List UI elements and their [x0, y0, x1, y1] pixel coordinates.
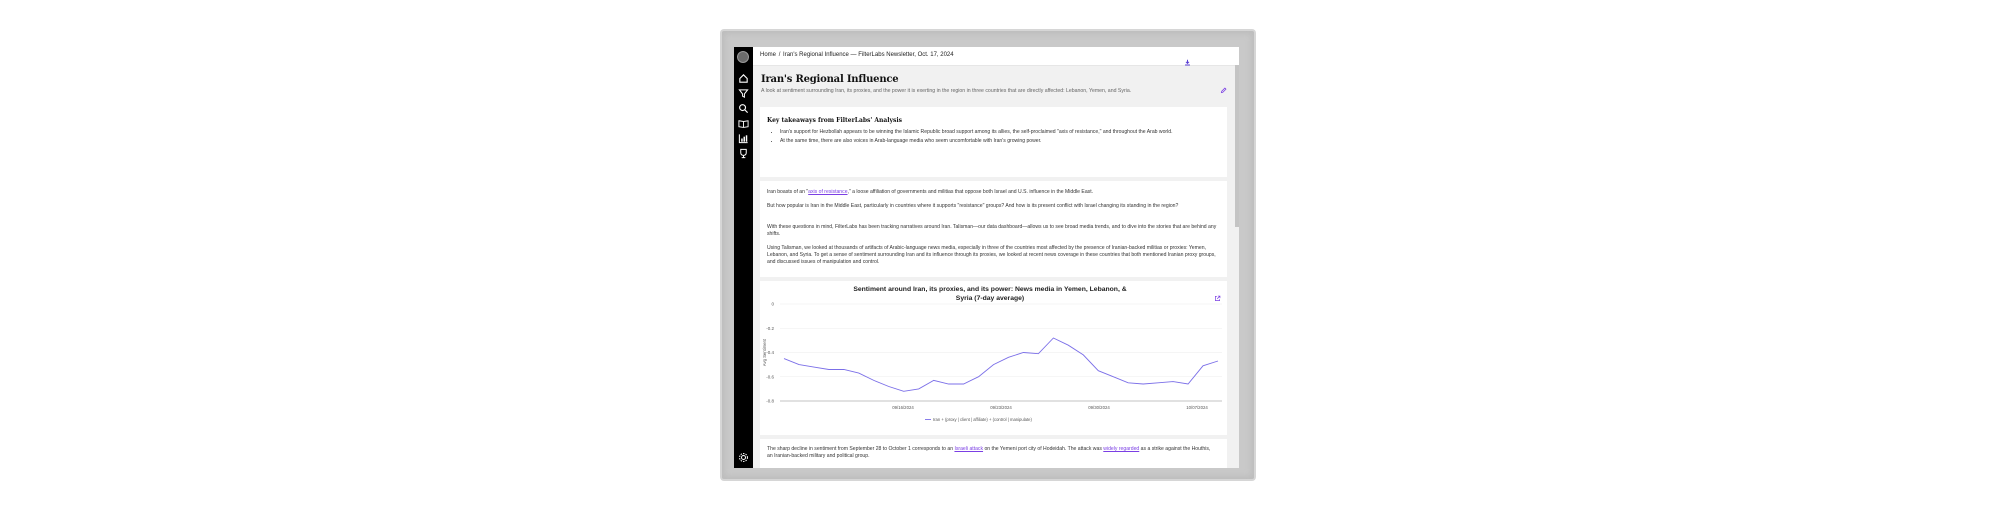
chart-card — [760, 281, 1227, 435]
paragraph-4: Using Talisman, we looked at thousands of artifacts of Arabic-language news media, especially in three of the countries most affected by the presence of Iranian-backed militias or proxies: Yemen, Lebanon, and Syria. To get a sense of sentiment surrounding Iran and its influence through its proxies, we looked at recent news coverage in these countries that both mentioned Iranian proxy groups, and discussed issues of manipulation and control. — [767, 245, 1216, 265]
paragraph-text: as a strike against the Houthis, an Iranian-backed military and political group. — [767, 446, 1211, 459]
paragraph-1 — [767, 189, 1217, 196]
key-takeaways-title: Key takeaways from FilterLabs' Analysis — [767, 117, 903, 124]
chart-icon[interactable] — [738, 133, 749, 144]
y-tick-label: -0.2 — [766, 325, 774, 331]
widely-regarded-link[interactable]: widely regarded — [1103, 446, 1140, 452]
edit-icon[interactable] — [1220, 81, 1227, 88]
analysis-card — [760, 439, 1227, 468]
list-item: • Iran's support for Hezbollah appears to be winning the Islamic Republic broad support among its allies, the self-proclaimed "axis of resistance," and throughout the Arab world. — [780, 129, 1210, 136]
paragraph-text: The sharp decline in sentiment from September 28 to October 1 corresponds to an — [767, 446, 955, 452]
breadcrumb-separator: / — [778, 52, 781, 58]
legend-label: Iran + (proxy | client | affiliate) + (control | manipulate) — [933, 417, 1032, 422]
y-tick-label: -0.4 — [766, 350, 774, 356]
list-item: • At the same time, there are also voices in Arab-language media who seem uncomfortable with Iran's growing power. — [780, 138, 1210, 145]
series-line — [784, 338, 1218, 391]
external-link-icon[interactable] — [1214, 289, 1221, 296]
israeli-attack-link[interactable]: Israeli attack — [954, 446, 984, 452]
page-header — [753, 66, 1239, 106]
y-axis-label: Avg Sentiment — [762, 338, 767, 367]
page-subtitle: A look at sentiment surrounding Iran, its proxies, and the power it is exerting in the region in three countries that are directly affected: Lebanon, Yemen, and Syria. — [761, 88, 1132, 94]
breadcrumb-home[interactable]: Home — [760, 52, 777, 58]
breadcrumb-current: Iran's Regional Influence — FilterLabs Newsletter, Oct. 17, 2024 — [783, 52, 954, 58]
key-takeaways-card — [760, 107, 1227, 177]
x-tick-label: 09/16/2024 — [892, 405, 914, 410]
paragraph-5 — [767, 446, 1217, 460]
y-tick-label: -0.6 — [766, 374, 774, 380]
y-tick-label: -0.8 — [766, 398, 774, 404]
sentiment-line-chart — [760, 281, 1227, 435]
home-icon[interactable] — [738, 73, 749, 84]
main-content — [753, 47, 1239, 468]
x-tick-label: 09/30/2024 — [1088, 405, 1110, 410]
scrollbar[interactable] — [1235, 65, 1239, 227]
y-tick-label: 0 — [771, 301, 774, 307]
paragraph-text: Iran boasts of an " — [767, 189, 809, 195]
key-takeaways-list — [774, 129, 1210, 147]
book-icon[interactable] — [738, 118, 749, 129]
paragraph-2: But how popular is Iran in the Middle East, particularly in countries where it supports "resistance" groups? And how is its present conflict with Israel changing its standing in the region? — [767, 203, 1179, 209]
sidebar — [734, 47, 753, 468]
top-bar — [753, 47, 1239, 66]
download-icon[interactable] — [1184, 53, 1191, 60]
gear-icon[interactable] — [738, 452, 749, 463]
app-window — [734, 47, 1239, 468]
x-tick-label: 10/07/2024 — [1186, 405, 1208, 410]
axis-of-resistance-link[interactable]: axis of resistance — [808, 189, 848, 195]
trophy-icon[interactable] — [738, 148, 749, 159]
chart-title: Sentiment around Iran, its proxies, and its power: News media in Yemen, Lebanon, & Syria (7-day average) — [853, 286, 1127, 302]
breadcrumb — [760, 52, 955, 58]
logo-icon[interactable] — [737, 51, 749, 63]
page-title: Iran's Regional Influence — [761, 74, 899, 85]
article-body-card — [760, 181, 1227, 277]
filter-icon[interactable] — [738, 88, 749, 99]
search-icon[interactable] — [738, 103, 749, 114]
paragraph-text: ," a loose affiliation of governments and militias that oppose both Israel and U.S. influence in the Middle East. — [847, 189, 1094, 195]
x-tick-label: 09/23/2024 — [990, 405, 1012, 410]
paragraph-3: With these questions in mind, FilterLabs has been tracking narratives around Iran. Talisman—our data dashboard—allows us to see broad media trends, and to dive into the stories that are behind any shifts. — [767, 224, 1217, 237]
paragraph-text: on the Yemeni port city of Hodeidah. The attack was — [983, 446, 1104, 452]
